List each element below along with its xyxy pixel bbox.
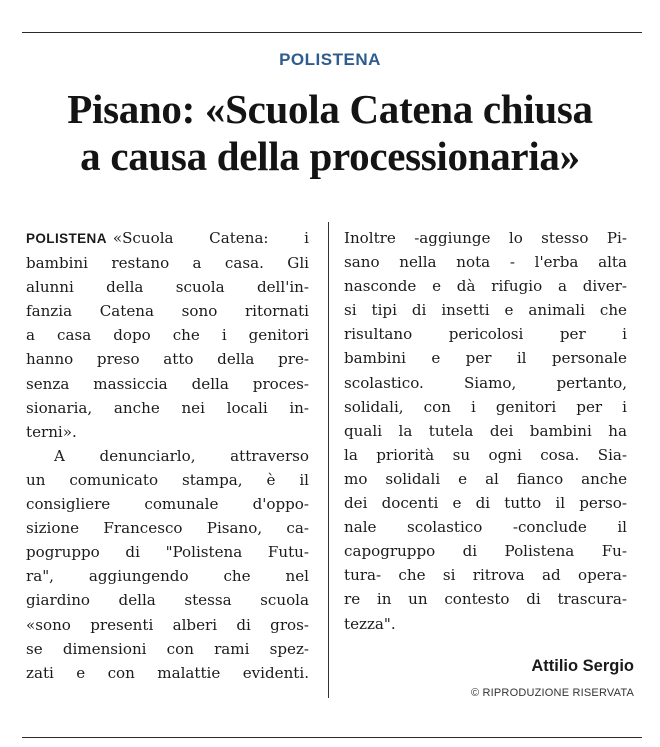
body-line: bambini restano a casa. Gli <box>26 254 309 273</box>
column-divider <box>328 222 329 698</box>
body-line: fanzia Catena sono ritornati <box>26 302 309 321</box>
body-line: scolastico. Siamo, pertanto, <box>344 373 627 392</box>
article-body <box>26 226 636 696</box>
body-line: nasconde e dà rifugio a diver- <box>344 277 627 296</box>
body-line: re in un contesto di trascura- <box>344 590 627 609</box>
body-line: si tipi di insetti e animali che <box>344 301 627 320</box>
body-line: nale scolastico -conclude il <box>344 518 627 537</box>
body-line: zati e con malattie evidenti. <box>26 663 309 682</box>
top-rule <box>22 32 642 33</box>
body-line: «sono presenti alberi di gros- <box>26 615 309 634</box>
body-line: la priorità su ogni cosa. Sia- <box>344 445 627 464</box>
body-line: bambini e per il personale <box>344 349 627 368</box>
headline-line-1: Pisano: «Scuola Catena chiusa <box>67 86 593 132</box>
body-line: risultano pericolosi per i <box>344 325 627 344</box>
body-line: tezza". <box>344 614 396 633</box>
body-line: sionaria, anche nei locali in- <box>26 398 309 417</box>
dateline: POLISTENA <box>26 231 107 246</box>
right-column <box>344 226 627 636</box>
copyright-notice: © RIPRODUZIONE RISERVATA <box>470 687 634 699</box>
body-line: dei docenti e di tutto il perso- <box>344 494 627 513</box>
body-line: senza massiccia della proces- <box>26 374 309 393</box>
body-line: A denunciarlo, attraverso <box>54 446 309 465</box>
body-line: POLISTENA «Scuola Catena: i <box>26 229 309 247</box>
body-line: tura- che si ritrova ad opera- <box>344 566 627 585</box>
body-line: Inoltre -aggiunge lo stesso Pi- <box>344 229 627 247</box>
body-line: giardino della stessa scuola <box>26 591 309 610</box>
bottom-rule <box>22 737 642 738</box>
body-line: quali la tutela dei bambini ha <box>344 421 627 440</box>
body-line: capogruppo di Polistena Fu- <box>344 542 627 561</box>
body-line: mo solidali e al fianco anche <box>344 469 627 488</box>
body-line: un comunicato stampa, è il <box>26 470 309 489</box>
author-byline: Attilio Sergio <box>531 657 634 675</box>
headline <box>0 86 660 180</box>
body-line: solidali, con i genitori per i <box>344 397 627 416</box>
body-line: alunni della scuola dell'in- <box>26 278 309 297</box>
left-column <box>26 226 309 685</box>
body-line: terni». <box>26 422 77 441</box>
section-kicker: POLISTENA <box>279 50 381 69</box>
body-line: consigliere comunale d'oppo- <box>26 495 309 514</box>
body-line: se dimensioni con rami spez- <box>26 639 309 658</box>
body-line: sano nella nota - l'erba alta <box>344 253 627 272</box>
body-line: ra", aggiungendo che nel <box>26 567 309 586</box>
headline-line-2: a causa della processionaria» <box>80 133 580 179</box>
body-line: hanno preso atto della pre- <box>26 350 309 369</box>
body-line: a casa dopo che i genitori <box>26 326 309 345</box>
body-line: sizione Francesco Pisano, ca- <box>26 519 309 538</box>
body-line: pogruppo di "Polistena Futu- <box>26 543 309 562</box>
